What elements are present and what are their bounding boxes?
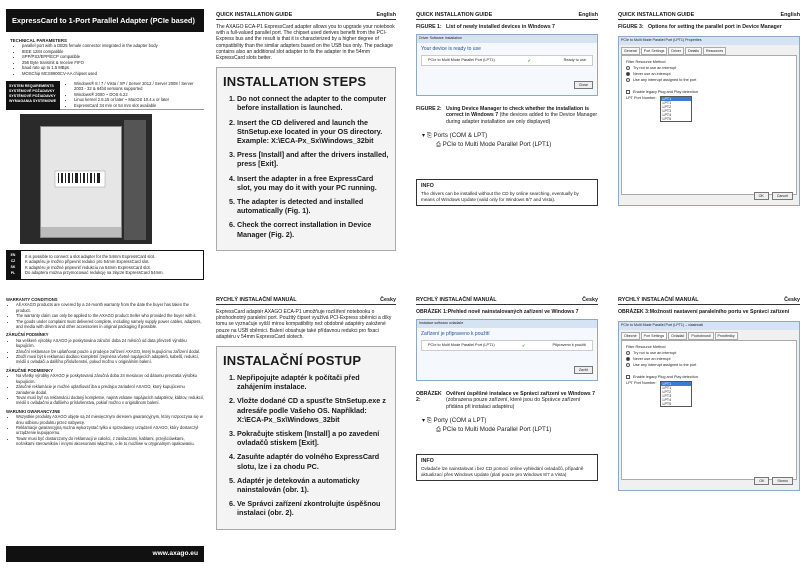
slot-adapter-image bbox=[124, 120, 146, 240]
requirements-box bbox=[6, 81, 204, 110]
step-item: 3. Pokračujte stiskem [Install] a po zavedení ovladačů stiskem [Exit]. bbox=[237, 429, 389, 447]
intro-text: ExpressCard adaptér AXAGO ECA-P1 umožňuje rozšíření notebooku o plnohodnotný paralelní port. Použitý čipset využívá PCI-Express sběrnici a díky tomu se vyznačuje vyšší mírou kompatibility než obdobné adaptéry založené pouze na USB sběrnici. Balení obsahuje také přídavnou redukci pro fixaci adaptéru v 54mm ExpressCard slotech. bbox=[216, 309, 392, 340]
list-item: • Windows® 8 / 7 / Vista / XP / Server 2012 / Server 2008 / Server 2003 - 32 & 64bit versions supported bbox=[74, 81, 204, 92]
tab-port-settings[interactable]: Port Settings bbox=[641, 332, 668, 340]
check-icon: ✔ bbox=[527, 59, 531, 64]
list-item: • SPP/PS2/EPP/ECP compatible bbox=[22, 54, 204, 60]
info-box bbox=[416, 454, 598, 482]
info-title: INFO bbox=[421, 457, 434, 464]
barcode-icon bbox=[41, 127, 121, 237]
legacy-pnp-checkbox[interactable] bbox=[626, 375, 630, 379]
ok-button[interactable]: OK bbox=[754, 192, 769, 200]
tech-params-label: TECHNICAL PARAMETERS bbox=[10, 38, 67, 43]
installation-steps bbox=[216, 67, 396, 251]
section-header: RYCHLÝ INSTALAČNÍ MANUÁL Česky bbox=[216, 285, 396, 305]
radio-never-interrupt[interactable] bbox=[626, 72, 630, 76]
website-footer bbox=[6, 546, 204, 562]
expresscard-image bbox=[40, 126, 122, 238]
section-header: QUICK INSTALLATION GUIDE English bbox=[216, 0, 396, 20]
product-panel bbox=[0, 0, 204, 285]
tab-resources[interactable]: Prostředky bbox=[715, 332, 738, 340]
steps-title: INSTALAČNÍ POSTUP bbox=[223, 353, 362, 369]
product-photo bbox=[20, 114, 152, 244]
figure-1-caption: OBRÁZEK 1: Přehled nově nainstalovaných zařízení ve Windows 7 bbox=[416, 309, 579, 315]
steps-title: INSTALLATION STEPS bbox=[223, 74, 367, 90]
close-button[interactable]: Zavřít bbox=[574, 366, 593, 374]
info-title: INFO bbox=[421, 182, 434, 189]
step-item: 2. Insert the CD delivered and launch the StnSetup.exe located in your OS directory. Example: X:\ECA-Px_Sx\Windows_32bit bbox=[237, 118, 389, 146]
list-item: • ExpressCard 34 mm or 54 mm slot available bbox=[74, 103, 204, 109]
website-link[interactable]: www.axago.eu bbox=[152, 550, 198, 557]
section-header: QUICK INSTALLATION GUIDE English bbox=[618, 0, 800, 20]
radio-try-no-interrupt[interactable] bbox=[626, 66, 630, 70]
tab-driver[interactable]: Ovladač bbox=[668, 332, 687, 340]
list-item: • Windows® 2000 ~ DOS 6.22 bbox=[74, 92, 204, 98]
device-manager-tree: ▾ ⎘ Porty (COM a LPT) ⎙ PCIe to Multi Mode Parallel Port (LPT1) bbox=[422, 416, 552, 433]
printer-port-icon: ⎙ bbox=[436, 425, 443, 433]
list-item: • 256 Byte transmit & receive FIFO bbox=[22, 60, 204, 66]
section-header: RYCHLÝ INSTALAČNÍ MANUÁL Česky bbox=[416, 285, 598, 305]
driver-install-dialog: Instalace softwaru ovladače Zařízení je připraveno k použití PCIe to Multi Mode Parallel Port (LPT1) ✔ Připraveno k použití Zavřít bbox=[416, 319, 598, 381]
device-manager-tree: ▾ ⎘ Ports (COM & LPT) ⎙ PCIe to Multi Mode Parallel Port (LPT1) bbox=[422, 131, 552, 148]
figure-3-caption: OBRÁZEK 3: Možnosti nastavení paralelního portu ve Správci zařízení bbox=[618, 309, 790, 315]
list-item: • MOSChip MCS9900CV-AA chipset used bbox=[22, 71, 204, 77]
tab-resources[interactable]: Resources bbox=[703, 47, 726, 55]
step-item: 5. The adapter is detected and installed automatically (Fig. 1). bbox=[237, 197, 389, 215]
tab-driver[interactable]: Driver bbox=[668, 47, 684, 55]
cz-figure3-panel bbox=[606, 285, 808, 570]
lpt-port-select[interactable]: LPT1 LPT1 LPT2 LPT3 LPT4 LPT5 bbox=[660, 96, 692, 122]
tab-details[interactable]: Details bbox=[685, 47, 702, 55]
step-item: 1. Do not connect the adapter to the computer before installation is launched. bbox=[237, 94, 389, 112]
cz-figures-panel bbox=[404, 285, 606, 570]
step-item: 4. Insert the adapter in a free ExpressCard slot, you may do it with your PC running. bbox=[237, 174, 389, 192]
tech-params-list bbox=[22, 43, 204, 77]
en-figures-panel bbox=[404, 0, 606, 285]
product-title: ExpressCard to 1-Port Parallel Adapter (PCIe based) bbox=[6, 9, 204, 32]
legacy-pnp-checkbox[interactable] bbox=[626, 90, 630, 94]
cancel-button[interactable]: Storno bbox=[772, 477, 793, 485]
check-icon: ✔ bbox=[521, 344, 526, 349]
installation-steps bbox=[216, 346, 396, 530]
port-properties-dialog: PCIe to Multi Mode Parallel Port (LPT1) – vlastnosti Obecné Port Settings Ovladač Podrobnosti Prostředky Filter Resource Method Try not to use an interrupt Never use an interrupt Use any interrupt assigned to the port Enable legacy Plug and Play detection LPT Port Number: LPT1 LPT1 LPT2 LPT3 LPT4 LPT5 OK Storno bbox=[618, 321, 800, 491]
warranty-panel bbox=[0, 285, 204, 570]
tab-details[interactable]: Podrobnosti bbox=[688, 332, 713, 340]
section-header: RYCHLÝ INSTALAČNÍ MANUÁL Česky bbox=[618, 285, 800, 305]
warranty-section: WARRANTY CONDITIONS • All AXAGO products are covered by a 24-month warranty from the date the buyer has taken the product. • The warranty claim can only be applied to the AXAGO product Seller who provided the buyer with it. • The goods under complaint must delivered complete, including namely supply power cables, adapters, and media with drivers and other accessories in original packaging if possible. ZÁRUČNÍ PODMÍNKY • Na veškeré výrobky AXAGO je poskytována záruční doba 24 měsíců od data převzetí výrobku kupujícím. • Záruční reklamace lze uplatňovat pouze u prodejce zařízení AXAGO, který kupujícímu zařízení dodal. • Zboží musí být k reklamaci dodáno kompletní (zejména včetně napájecích adaptérů, kabelů, redukcí, médií s ovladači a dalšího příslušenství, pokud možno v originálním balení. ZÁRUČNÉ PODMIENKY • Na všetky výrobky AXAGO je poskytovaná záručná doba 24 mesiacov od dátumu prevzatia výrobku kupujúcim. • Záručné reklamácie je možné uplatňovať iba u predajcu zariadení AXAGO, ktorý kupujúcemu zariadenie dodal. • Tovar musí byť na reklamáciu dodaný kompletne, najmä vrátane napájacích adaptérov, káblov, redukcií, médií s ovládačmi a ďalšieho príslušenstva, pokiaľ možno v originálnom balení. WARUNKI GWARANCYJNE • Wszystkie produkty AXAGO objęte są 24 miesięcznym okresem gwarancyjnym, który rozpoczyna się w dniu odbioru produktu przez nabywcę. • Reklamacje gwarancyjną można wykorzystać tylko u sprzedawcy urządzeń AXAGO, który dostarczył urządzenie kupującemu. • Towar musi być dostarczony do reklamacji w całości, z zasilaczami, kablami, przejściówkami, nośnikami sterowników i innymi akcesoriami włącznie, o ile to możliwe w oryginalnym opakowaniu. bbox=[6, 297, 204, 447]
radio-try-no-interrupt[interactable] bbox=[626, 351, 630, 355]
ports-icon: ▾ ⎘ bbox=[422, 416, 434, 424]
note-language-labels: EN CZ SK PL bbox=[6, 250, 20, 280]
step-item: 6. Check the correct installation in Device Manager (Fig. 2). bbox=[237, 220, 389, 238]
figure-3-caption: FIGURE 3: Options for setting the parallel port in Device Manager bbox=[618, 24, 782, 30]
step-item: 4. Zasuňte adaptér do volného ExpressCard slotu, lze i za chodu PC. bbox=[237, 452, 389, 470]
ports-icon: ▾ ⎘ bbox=[422, 131, 434, 139]
tab-port-settings[interactable]: Port Settings bbox=[641, 47, 668, 55]
list-item: • parallel port with a DB25 female connector integrated in the adapter body bbox=[22, 43, 204, 49]
cz-steps-panel bbox=[204, 285, 404, 570]
requirements-label: SYSTEM REQUIREMENTS SYSTÉMOVÉ POŽADAVKY SYSTÉMOVÉ POŽIADAVKY WYMAGANIA SYSTEMOWE bbox=[6, 81, 60, 110]
ok-button[interactable]: OK bbox=[754, 477, 769, 485]
step-item: 5. Adaptér je detekován a automaticky nainstalován (obr. 1). bbox=[237, 476, 389, 494]
info-text: The drivers can be installed without the CD by online searching, eventually by means of Windows Update (valid only for Windows 8/7 and Vista). bbox=[421, 190, 579, 202]
lpt-port-select[interactable]: LPT1 LPT1 LPT2 LPT3 LPT4 LPT5 bbox=[660, 381, 692, 407]
step-item: 3. Press [Install] and after the drivers installed, press [Exit]. bbox=[237, 150, 389, 168]
port-properties-dialog: PCIe to Multi Mode Parallel Port (LPT1) Properties General Port Settings Driver Details Resources Filter Resource Method Try not to use an interrupt Never use an interrupt Use any interrupt assigned to the port Enable legacy Plug and Play detection LPT Port Number: LPT1 LPT1 LPT2 LPT3 LPT4 LPT5 OK Cancel bbox=[618, 36, 800, 206]
radio-any-interrupt[interactable] bbox=[626, 363, 630, 367]
driver-install-dialog: Driver Software Installation Your device is ready to use PCIe to Multi Mode Parallel Port (LPT1) ✔ Ready to use Close bbox=[416, 34, 598, 96]
requirements-list bbox=[60, 81, 204, 110]
figure-1-caption: FIGURE 1: List of newly installed devices in Windows 7 bbox=[416, 24, 555, 30]
printer-port-icon: ⎙ bbox=[436, 140, 443, 148]
list-item: • Linux kernel 2.6.15 or later ~ MacOS 10.4.x or later bbox=[74, 97, 204, 103]
note-lines: It is possible to connect a slot adapter for the 54mm ExpressCard slot. K adaptéru je možno připevnit redukci pro 54mm ExpressCard slot. K adaptéru je možné pripevniť redukciu na 54mm ExpressCard slot. Do adaptera można przymocować redukcję na złącze ExpressCard 54mm. bbox=[20, 250, 204, 280]
step-item: 1. Nepřipojujte adaptér k počítači před zahájením instalace. bbox=[237, 373, 389, 391]
en-figure3-panel bbox=[606, 0, 808, 285]
section-header: QUICK INSTALLATION GUIDE English bbox=[416, 0, 598, 20]
intro-text: The AXAGO ECA-P1 ExpressCard adapter allows you to upgrade your notebook with a full-valued parallel port. The chipset used derives benefit from the PCI-Express bus and the result is that it is characterized by a higher degree of compatibility than the similar adapters based on the USB bus only. The package contains also an additional slot adapter to fix the adapter in the 54mm ExpressCard slots better. bbox=[216, 24, 395, 62]
slot-adapter-note bbox=[6, 250, 204, 280]
list-item: • baud rate up to 1.5 MBps bbox=[22, 65, 204, 71]
info-box bbox=[416, 179, 598, 207]
step-item: 6. Ve Správci zařízení zkontrolujte úspěšnou instalaci (obr. 2). bbox=[237, 499, 389, 517]
close-button[interactable]: Close bbox=[574, 81, 593, 89]
step-item: 2. Vložte dodané CD a spusťte StnSetup.exe z adresáře podle Vašeho OS. Například: X:\ECA-Px_Sx\Windows_32bit bbox=[237, 396, 389, 424]
list-item: • IEEE 1284 compatible bbox=[22, 49, 204, 55]
cancel-button[interactable]: Cancel bbox=[772, 192, 793, 200]
tab-general[interactable]: General bbox=[621, 47, 640, 55]
radio-any-interrupt[interactable] bbox=[626, 78, 630, 82]
info-text: Ovladače lze nainstalovat i bez CD pomocí online vyhledání ovladačů, případně aktualizací přes Windows Update (platí pouze pro Windows 8/7 a Vista) bbox=[421, 465, 584, 477]
radio-never-interrupt[interactable] bbox=[626, 357, 630, 361]
figure-2-caption: OBRÁZEK 2: Ověření úspěšné instalace ve Správci zařízení ve Windows 7 (zobrazena pouze zařízení, které jsou do Správce zařízení přidána při instalaci adaptéru) bbox=[416, 391, 596, 410]
tab-general[interactable]: Obecné bbox=[621, 332, 640, 340]
figure-2-caption: FIGURE 2: Using Device Manager to check whether the installation is correct in Windows 7 (the devices added to the Device Manager during adapter installation are only displayed) bbox=[416, 106, 598, 125]
en-steps-panel bbox=[204, 0, 404, 285]
